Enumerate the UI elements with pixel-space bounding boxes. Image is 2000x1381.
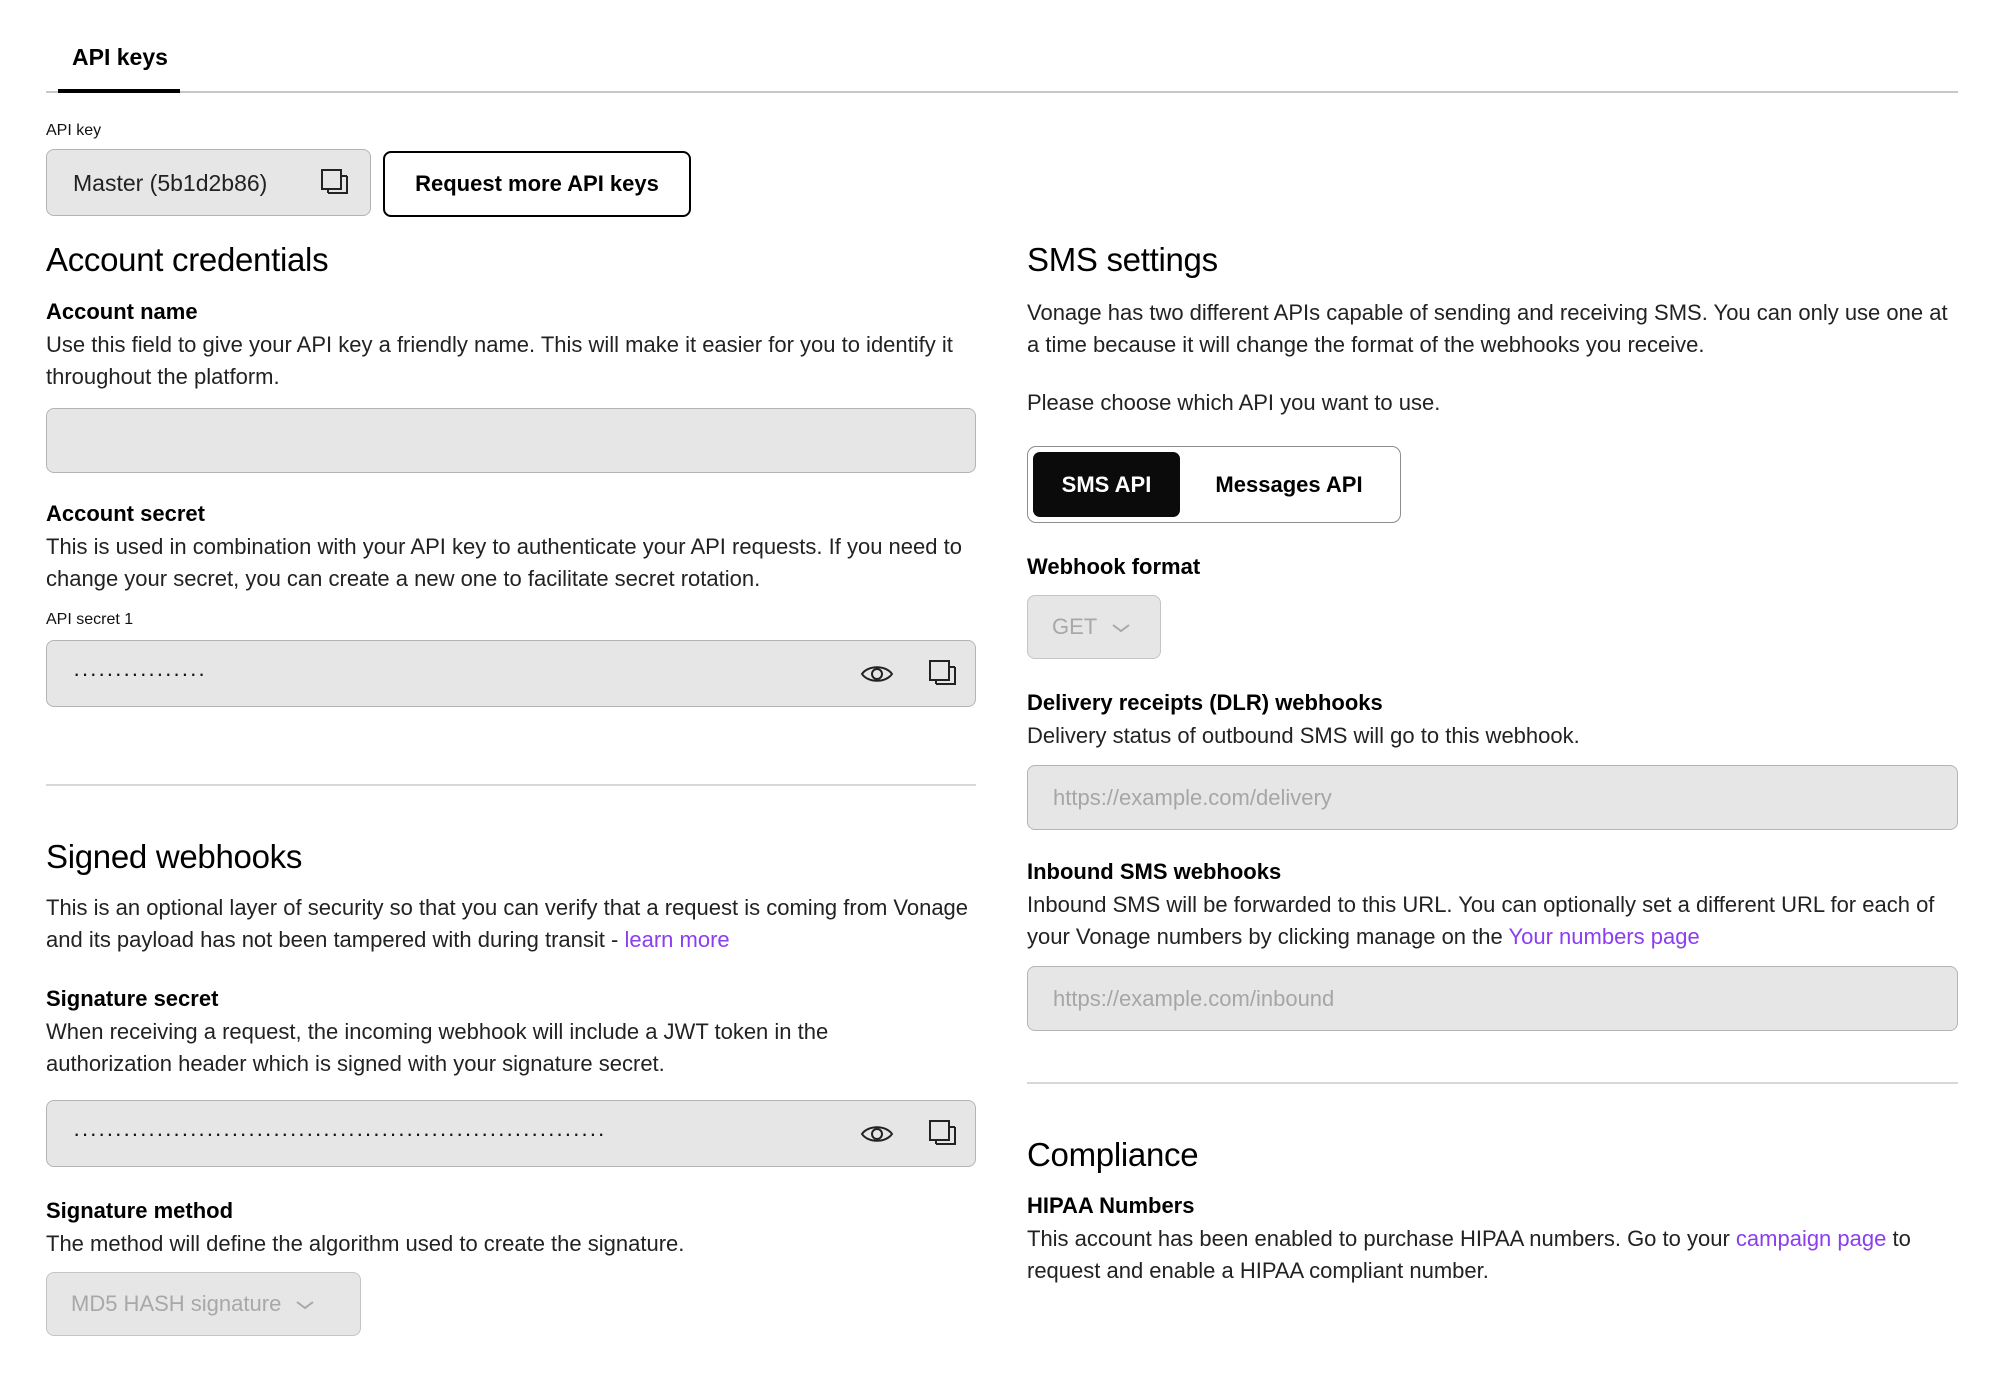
signature-method-value: MD5 HASH signature: [71, 1291, 282, 1316]
tab-label: API keys: [72, 44, 168, 70]
account-credentials-heading: Account credentials: [46, 241, 329, 278]
api-secret-field[interactable]: [46, 640, 976, 707]
copy-icon[interactable]: [925, 656, 961, 692]
sms-settings-heading: SMS settings: [1027, 241, 1218, 278]
delivery-receipts-description: Delivery status of outbound SMS will go to this webhook.: [1027, 723, 1580, 748]
compliance-heading: Compliance: [1027, 1136, 1199, 1173]
webhook-format-label: Webhook format: [1027, 554, 1201, 579]
api-key-label: API key: [46, 122, 102, 139]
api-key-value: Master (5b1d2b86): [73, 170, 268, 196]
hipaa-text-before: This account has been enabled to purchase HIPAA numbers. Go to your: [1027, 1226, 1736, 1251]
chevron-down-icon: [1111, 614, 1131, 640]
signed-webhooks-heading: Signed webhooks: [46, 838, 303, 875]
signature-secret-masked-value: ································································: [73, 1120, 606, 1146]
request-more-api-keys-button[interactable]: Request more API keys: [383, 151, 691, 217]
webhook-format-value: GET: [1052, 614, 1098, 639]
inbound-sms-description: [1027, 889, 1962, 953]
api-key-select[interactable]: [46, 149, 371, 216]
delivery-webhook-field[interactable]: [1027, 765, 1958, 830]
signed-webhooks-text: This is an optional layer of security so that you can verify that a request is coming from Vonage and its payload has not been tampered with during transit -: [46, 895, 969, 952]
account-name-description: Use this field to give your API key a friendly name. This will make it easier for you to identify it throughout the platform.: [46, 332, 953, 389]
account-name-field[interactable]: [46, 408, 976, 473]
chevron-down-icon: [295, 1291, 315, 1317]
sms-api-option[interactable]: SMS API: [1033, 452, 1180, 517]
api-selector: [1027, 446, 1401, 523]
inbound-sms-label: Inbound SMS webhooks: [1027, 859, 1282, 884]
api-choice-prompt: Please choose which API you want to use.: [1027, 390, 1441, 415]
account-secret-description: This is used in combination with your API key to authenticate your API requests. If you need to change your secret, you can create a new one to facilitate secret rotation.: [46, 534, 962, 591]
signature-method-label: Signature method: [46, 1198, 234, 1223]
learn-more-link[interactable]: learn more: [624, 927, 730, 952]
signature-method-description: The method will define the algorithm used to create the signature.: [46, 1231, 685, 1256]
section-divider: [46, 784, 976, 786]
tab-bar: [46, 0, 1958, 93]
webhook-format-select[interactable]: [1027, 595, 1161, 659]
account-secret-label: Account secret: [46, 501, 205, 526]
hipaa-text-after: to request and enable a HIPAA compliant number.: [1027, 1226, 1911, 1283]
signature-secret-description: When receiving a request, the incoming webhook will include a JWT token in the authorization header which is signed with your signature secret.: [46, 1019, 829, 1076]
hipaa-description: [1027, 1223, 1962, 1287]
section-divider: [1027, 1082, 1958, 1084]
eye-icon[interactable]: [859, 1116, 895, 1152]
inbound-sms-text: Inbound SMS will be forwarded to this URL. You can optionally set a different URL for each of your Vonage numbers by clicking manage on the: [1027, 892, 1935, 949]
api-secret-masked-value: ················: [73, 660, 207, 686]
copy-icon[interactable]: [317, 165, 353, 201]
signature-secret-field[interactable]: [46, 1100, 976, 1167]
your-numbers-page-link[interactable]: Your numbers page: [1508, 924, 1700, 949]
active-tab-indicator: [58, 89, 180, 93]
signature-method-select[interactable]: [46, 1272, 361, 1336]
inbound-webhook-input[interactable]: [1028, 967, 1957, 1030]
signature-secret-label: Signature secret: [46, 986, 219, 1011]
delivery-webhook-input[interactable]: [1028, 766, 1957, 829]
delivery-receipts-label: Delivery receipts (DLR) webhooks: [1027, 690, 1383, 715]
account-name-input[interactable]: [47, 409, 975, 472]
api-secret-label: API secret 1: [46, 611, 134, 628]
signed-webhooks-description: [46, 892, 996, 956]
copy-icon[interactable]: [925, 1116, 961, 1152]
eye-icon[interactable]: [859, 656, 895, 692]
campaign-page-link[interactable]: campaign page: [1735, 1226, 1887, 1251]
tab-api-keys[interactable]: [58, 38, 182, 71]
messages-api-option[interactable]: Messages API: [1215, 471, 1363, 497]
hipaa-numbers-label: HIPAA Numbers: [1027, 1193, 1195, 1218]
inbound-webhook-field[interactable]: [1027, 966, 1958, 1031]
sms-settings-description: Vonage has two different APIs capable of sending and receiving SMS. You can only use one at a time because it will change the format of the webhooks you receive.: [1027, 300, 1948, 357]
account-name-label: Account name: [46, 299, 198, 324]
